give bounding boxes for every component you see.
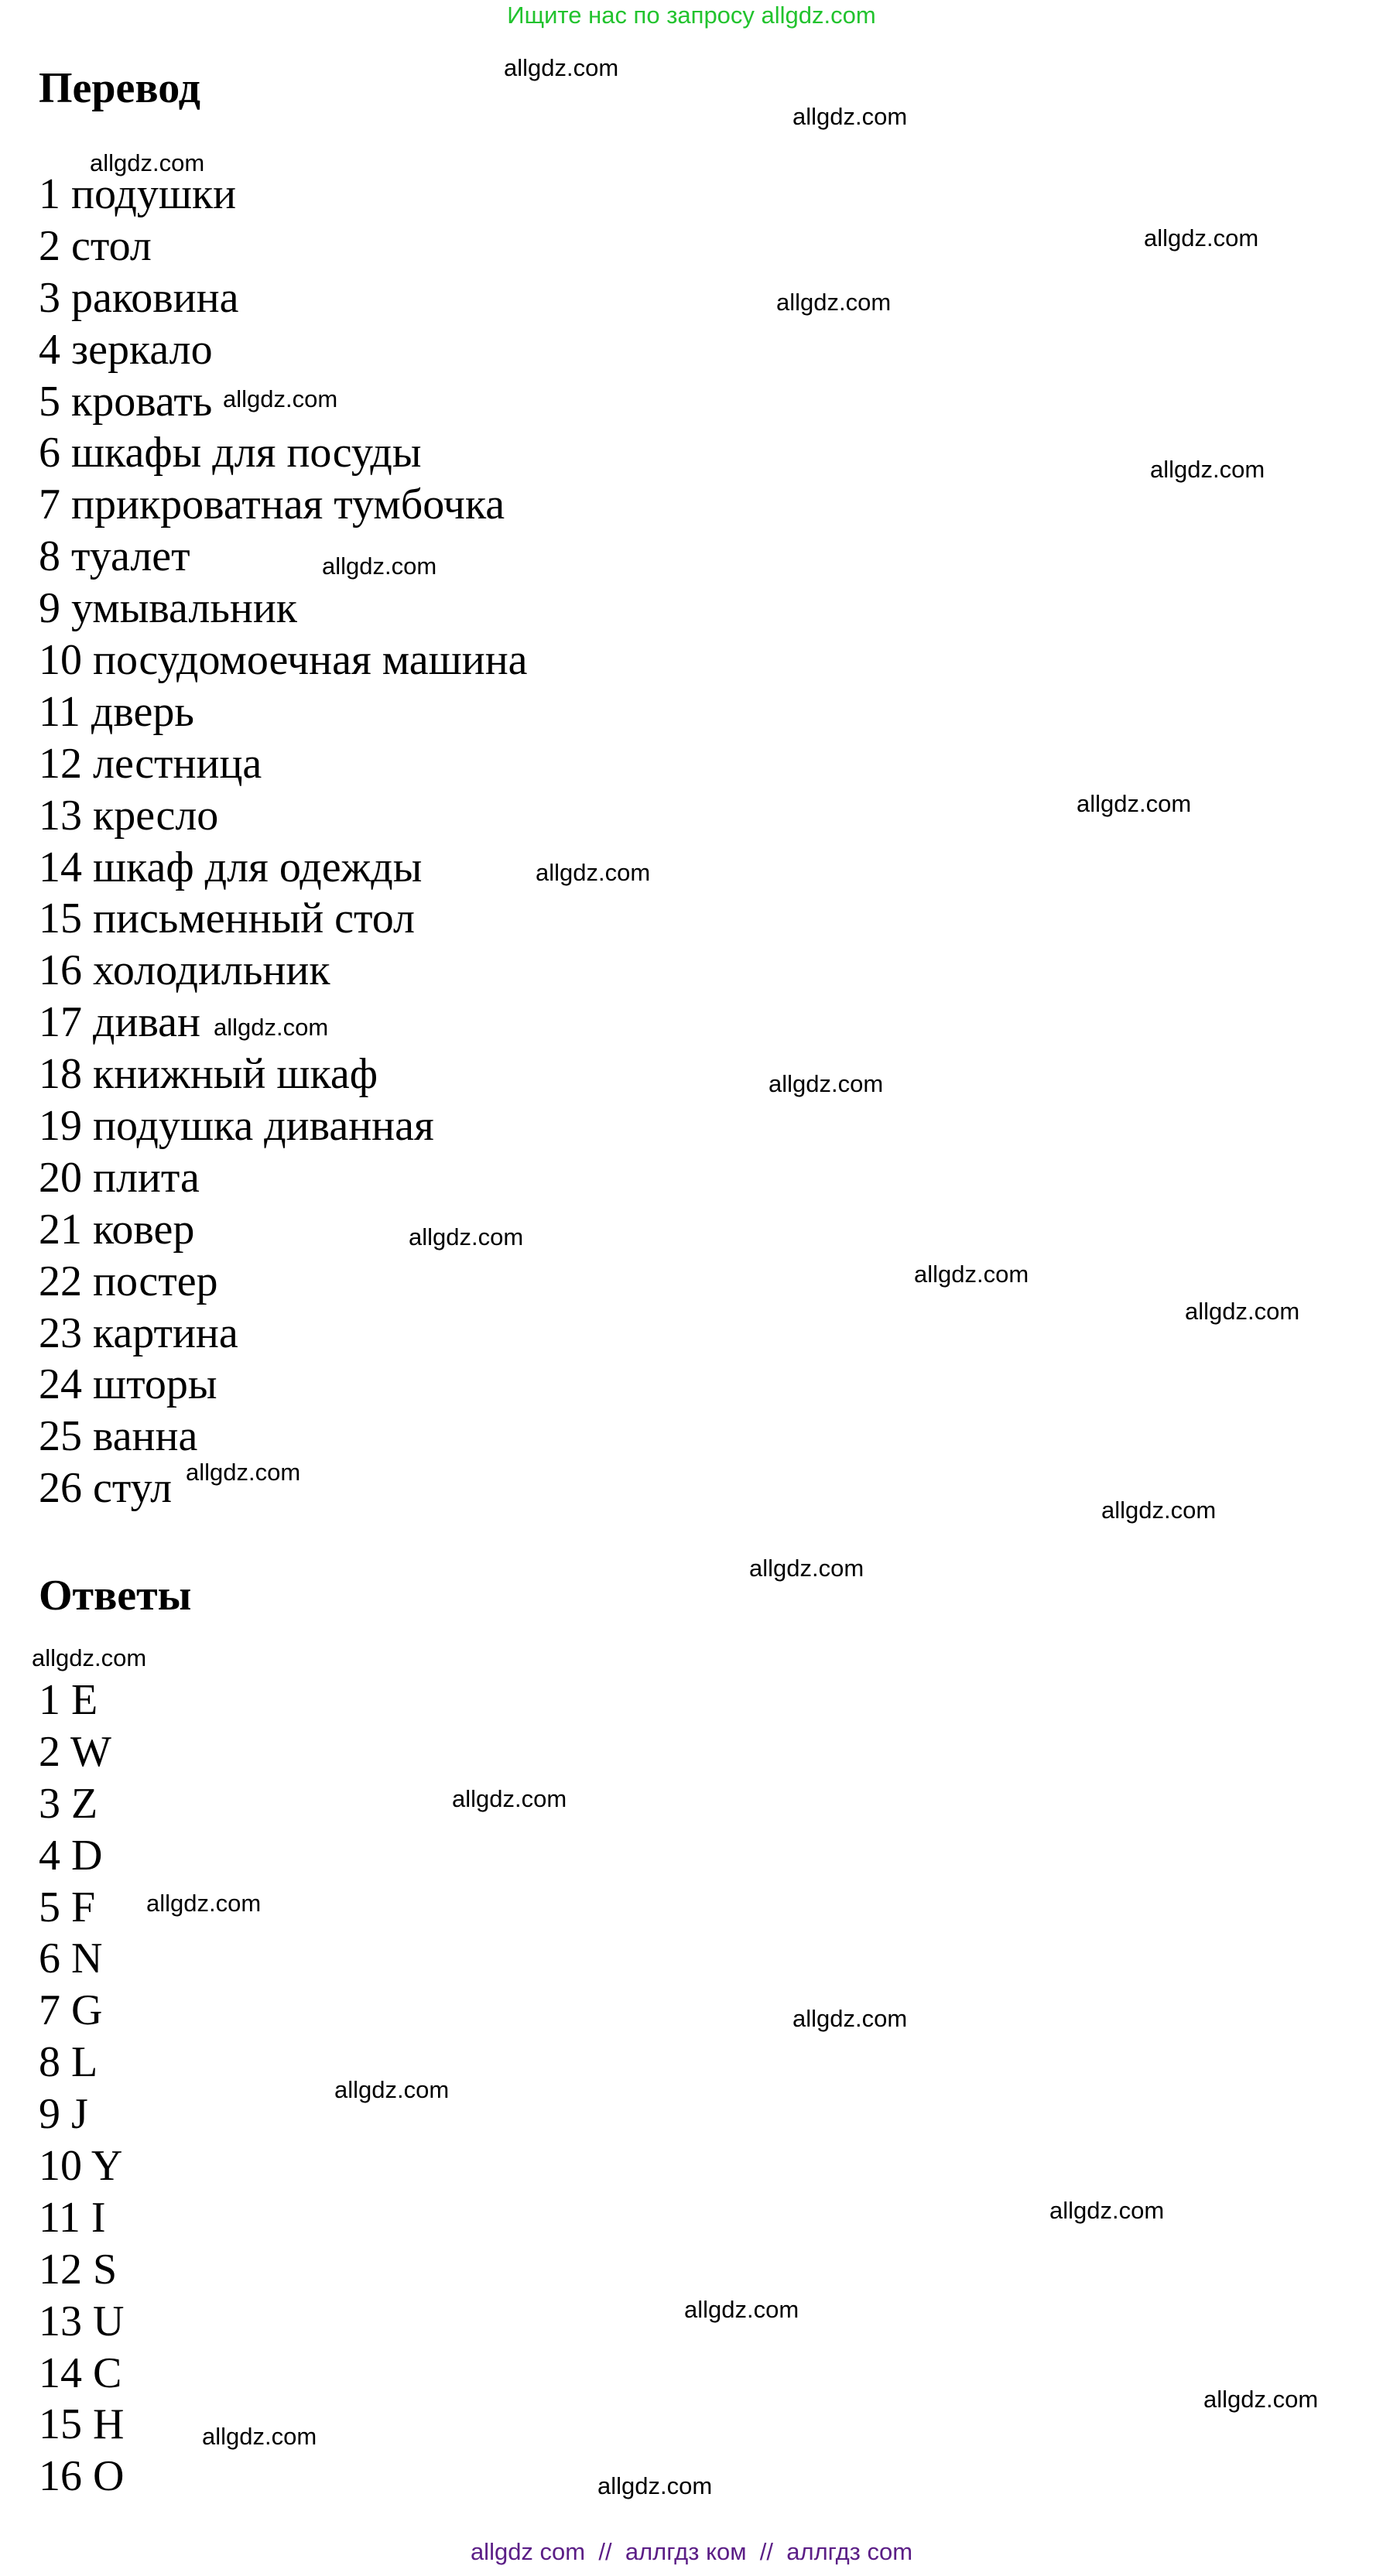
- footer-links: [0, 2537, 1383, 2567]
- watermark: allgdz.com: [202, 2423, 317, 2450]
- watermark: allgdz.com: [1049, 2197, 1165, 2224]
- watermark: allgdz.com: [536, 859, 651, 886]
- top-banner: Ищите нас по запросу allgdz.com: [507, 2, 876, 29]
- list-item: 15 H: [39, 2400, 125, 2449]
- watermark: allgdz.com: [90, 149, 205, 176]
- watermark: allgdz.com: [214, 1014, 329, 1041]
- list-item: 11 I: [39, 2193, 106, 2242]
- footer-separator: //: [759, 2538, 774, 2565]
- watermark: allgdz.com: [452, 1785, 567, 1812]
- list-item: 14 шкаф для одежды: [39, 843, 423, 891]
- watermark: allgdz.com: [1144, 224, 1259, 251]
- watermark: allgdz.com: [792, 2005, 908, 2032]
- list-item: 20 плита: [39, 1153, 200, 1202]
- watermark: allgdz.com: [1101, 1497, 1217, 1524]
- watermark: allgdz.com: [684, 2296, 799, 2323]
- list-item: 3 Z: [39, 1779, 98, 1828]
- list-item: 9 умывальник: [39, 584, 298, 633]
- list-item: 26 стул: [39, 1464, 173, 1513]
- list-item: 13 кресло: [39, 791, 219, 840]
- watermark: allgdz.com: [776, 289, 892, 316]
- watermark: allgdz.com: [146, 1890, 262, 1917]
- list-item: 13 U: [39, 2297, 125, 2345]
- footer-separator: //: [598, 2538, 612, 2565]
- list-item: 8 L: [39, 2038, 98, 2087]
- list-item: 5 кровать: [39, 377, 213, 426]
- list-item: 5 F: [39, 1883, 96, 1931]
- list-item: 17 диван: [39, 998, 200, 1047]
- watermark: allgdz.com: [597, 2472, 713, 2499]
- list-item: 16 O: [39, 2452, 125, 2501]
- watermark: allgdz.com: [792, 103, 908, 130]
- list-item: 1 подушки: [39, 170, 237, 218]
- watermark: allgdz.com: [769, 1070, 884, 1097]
- watermark: allgdz.com: [186, 1459, 301, 1486]
- list-item: 3 раковина: [39, 273, 239, 322]
- watermark: allgdz.com: [1150, 456, 1265, 483]
- answers-list: [39, 1675, 124, 2502]
- list-item: 9 J: [39, 2090, 88, 2139]
- list-item: 2 W: [39, 1727, 111, 1776]
- footer-link[interactable]: allgdz com: [470, 2538, 586, 2565]
- list-item: 1 E: [39, 1676, 98, 1724]
- list-item: 15 письменный стол: [39, 895, 415, 943]
- list-item: 23 картина: [39, 1309, 238, 1357]
- list-item: 12 лестница: [39, 739, 262, 788]
- list-item: 4 D: [39, 1831, 103, 1880]
- list-item: 18 книжный шкаф: [39, 1050, 378, 1099]
- watermark: allgdz.com: [223, 385, 338, 412]
- list-item: 21 ковер: [39, 1205, 195, 1254]
- watermark: allgdz.com: [32, 1644, 147, 1671]
- list-item: 7 G: [39, 1986, 103, 2035]
- list-item: 7 прикроватная тумбочка: [39, 481, 505, 529]
- watermark: allgdz.com: [1203, 2386, 1319, 2413]
- watermark: allgdz.com: [322, 552, 437, 580]
- list-item: 19 подушка диванная: [39, 1102, 434, 1151]
- list-item: 10 Y: [39, 2142, 123, 2191]
- list-item: 24 шторы: [39, 1360, 217, 1409]
- list-item: 4 зеркало: [39, 325, 213, 374]
- list-item: 10 посудомоечная машина: [39, 636, 528, 685]
- watermark: allgdz.com: [409, 1223, 524, 1250]
- watermark: allgdz.com: [914, 1261, 1029, 1288]
- list-item: 16 холодильник: [39, 946, 330, 995]
- list-item: 11 дверь: [39, 687, 194, 736]
- watermark: allgdz.com: [504, 54, 619, 81]
- list-item: 14 C: [39, 2349, 122, 2397]
- list-item: 2 стол: [39, 221, 152, 270]
- footer-link[interactable]: аллгдз ком: [625, 2538, 747, 2565]
- translation-list: [39, 169, 528, 1514]
- list-item: 6 N: [39, 1935, 103, 1983]
- list-item: 6 шкафы для посуды: [39, 429, 422, 477]
- list-item: 22 постер: [39, 1257, 218, 1305]
- watermark: allgdz.com: [749, 1555, 864, 1582]
- watermark: allgdz.com: [334, 2076, 450, 2103]
- list-item: 12 S: [39, 2245, 118, 2294]
- answers-title: Ответы: [39, 1572, 192, 1620]
- watermark: allgdz.com: [1185, 1298, 1300, 1325]
- watermark: allgdz.com: [1077, 790, 1192, 817]
- list-item: 25 ванна: [39, 1412, 198, 1461]
- footer-link[interactable]: аллгдз com: [786, 2538, 913, 2565]
- translation-title: Перевод: [39, 64, 200, 112]
- list-item: 8 туалет: [39, 532, 190, 581]
